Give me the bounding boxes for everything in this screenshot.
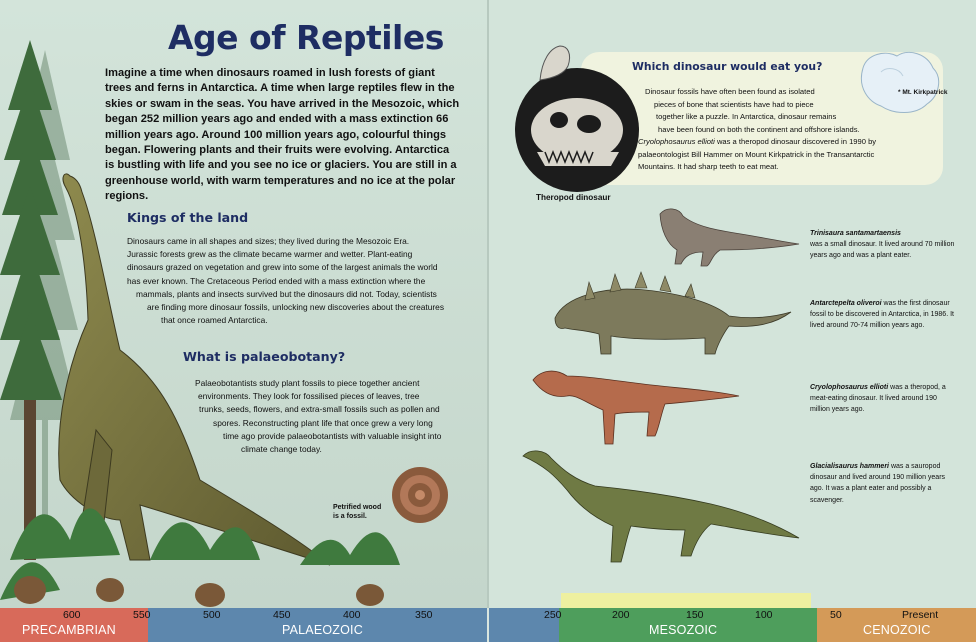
theropod-caption: Theropod dinosaur [536,193,611,202]
kings-line: mammals, plants and insects survived but the dinosaurs did not. Today, scientists [136,288,437,299]
timeline-tick: 50 [830,609,842,621]
skull-crest [532,42,582,82]
page-title: Age of Reptiles [168,18,444,57]
timeline-tick: 250 [544,609,562,621]
left-page [0,0,487,608]
kings-line: has ever known. The Cretaceous Period ended with a mass extinction where the [127,275,426,286]
dino-text: was a small dinosaur. It lived around 70 million years ago and was a plant eater. [810,241,955,260]
kings-line: that once roamed Antarctica. [161,315,268,326]
palaeobotany-paragraph [195,377,441,456]
box-line: together like a puzzle. In Antarctica, dinosaur remains [656,112,837,121]
dino-name: Glacialisaurus hammeri [810,463,889,470]
petrified-wood-image [392,467,448,523]
trinisaura-description [810,228,960,262]
timeline-tick: 600 [63,609,81,621]
timeline-tick: Present [902,609,939,621]
dino-name: Cryolophosaurus ellioti [810,384,889,391]
antarctica-map [853,48,943,118]
box-species: Cryolophosaurus ellioti [638,137,715,146]
timeline-tick: 200 [612,609,630,621]
palaeo-line: Palaeobotantists study plant fossils to piece together ancient [195,378,420,388]
palaeo-line: trunks, seeds, flowers, and extra-small fossils such as pollen and [199,404,440,415]
caption-line: is a fossil. [333,513,367,520]
kings-line: dinosaurs grazed on vegetation and grew into some of the largest animals the world [127,262,438,273]
timeline-tick: 400 [343,609,361,621]
antarctepelta-description [810,298,955,332]
box-line: have been found on both the continent and offshore islands. [658,124,860,134]
dino-text: was a theropod, a meat-eating dinosaur. It lived around 190 million years ago. [810,384,946,414]
palaeo-line: spores. Reconstructing plant life that once grew a very long [213,417,433,428]
timeline-tick: 450 [273,609,291,621]
era-label: PALAEOZOIC [282,623,363,637]
mt-kirkpatrick-label: * Mt. Kirkpatrick [898,89,948,96]
mesozoic-highlight [561,593,811,609]
theropod-skull-image [515,68,639,192]
era-label: CENOZOIC [863,623,931,637]
box-line: Dinosaur fossils have often been found as isolated [645,87,815,96]
trinisaura-image [660,209,799,266]
dinosaur-illustrations [515,200,815,570]
glacialisaurus-image [523,451,799,562]
box-line: was a theropod dinosaur discovered in 1990 by [714,137,877,146]
timeline-tick: 350 [415,609,433,621]
box-line: Mountains. It had sharp teeth to eat meat. [638,162,779,171]
dino-text: was a sauropod dinosaur and lived around 190 million years ago. It was a plant eater and possibly a scavenger. [810,463,946,504]
kings-heading: Kings of the land [127,210,249,225]
kings-line: Dinosaurs came in all shapes and sizes; they lived during the Mesozoic Era. [127,236,410,246]
dino-name: Antarctepelta oliveroi [810,300,882,307]
timeline-tick: 500 [203,609,221,621]
dino-text: was the first dinosaur fossil to be discovered in Antarctica, in 1986. It lived around 70-74 million years ago. [810,300,954,330]
timeline-tick: 150 [686,609,704,621]
kings-line: are finding more dinosaur fossils, unlocking new discoveries about the creatures [147,302,445,313]
palaeo-line: time ago provide palaeobotantists with valuable insight into [223,430,442,441]
cryolophosaurus-image [533,371,739,444]
petrified-wood-caption [333,503,381,521]
glacialisaurus-description [810,461,960,506]
dino-name: Trinisaura santamartaensis [810,230,901,237]
era-label: MESOZOIC [649,623,718,637]
kings-line: Jurassic forests grew as the climate became warmer and wetter. Plant-eating [127,249,413,260]
era-palaeozoic [148,608,487,642]
timeline-tick: 550 [133,609,151,621]
question-heading: Which dinosaur would eat you? [632,60,823,73]
box-line: palaeontologist Bill Hammer on Mount Kirkpatrick in the Transantarctic [638,149,875,159]
box-line: pieces of bone that scientists have had to piece [654,99,814,109]
caption-line: Petrified wood [333,504,382,511]
palaeo-line: environments. They look for fossilised pieces of leaves, tree [198,391,420,402]
timeline-tick: 100 [755,609,773,621]
geologic-timeline [0,608,976,642]
intro-paragraph: Imagine a time when dinosaurs roamed in lush forests of giant trees and ferns in Antarctica. A time when large reptiles flew in the skies or swam in the seas. You have arrived in the Mesozoic, which began 252 million years ago and ended with a mass extinction 66 million years ago. Around 100 million years ago, colourful things began. Flowering plants and their fruits were evolving. Antarctica is bustling with life and you see no ice or glaciers. You are still in a greenhouse world, with warm temperatures and no ice at the polar regions. [105,67,460,203]
cryolophosaurus-description [810,382,950,416]
antarctepelta-image [555,272,791,354]
palaeobotany-heading: What is palaeobotany? [183,349,346,364]
skull-icon [515,68,639,192]
era-label: PRECAMBRIAN [22,623,116,637]
kings-paragraph [127,235,444,327]
palaeo-line: climate change today. [241,444,322,455]
